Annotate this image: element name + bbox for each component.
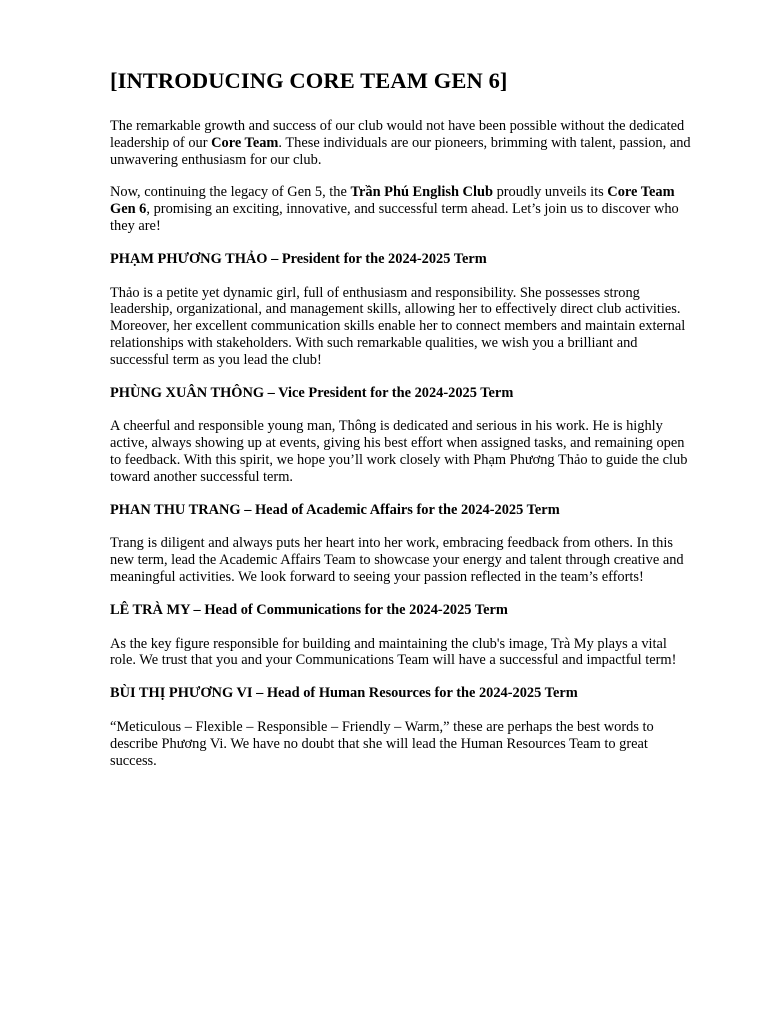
intro-p1-text-before: The remarkable growth and success of our club would not have been possible without the dedicated leadership of our <box>110 118 685 151</box>
member-heading-president: PHẠM PHƯƠNG THẢO – President for the 2024-2025 Term <box>110 250 487 267</box>
document-title: [INTRODUCING CORE TEAM GEN 6] <box>110 68 508 93</box>
intro-p2-club-name: Trần Phú English Club <box>350 184 493 201</box>
member-description-communications: As the key figure responsible for building and maintaining the club's image, Trà My plays a vital role. We trust that you and your Communications Team will have a successful and impactful term! <box>110 635 677 669</box>
intro-paragraph-2 <box>110 184 692 234</box>
intro-p1-text-after: . These individuals are our pioneers, brimming with talent, passion, and unwavering enthusiasm for our club. <box>110 134 691 168</box>
member-description-academic-affairs: Trang is diligent and always puts her heart into her work, embracing feedback from others. In this new term, lead the Academic Affairs Team to showcase your energy and talent through creative and meaningful activities. We look forward to seeing your passion reflected in the team’s efforts! <box>110 535 684 585</box>
member-description-president: Thảo is a petite yet dynamic girl, full of enthusiasm and responsibility. She possesses strong leadership, organizational, and management skills, allowing her to effectively direct club activities. Moreover, her excellent communication skills enable her to connect members and maintain external relationships with stakeholders. With such remarkable qualities, we wish you a brilliant and successful term as you lead the club! <box>110 284 686 368</box>
intro-paragraph-1 <box>110 118 692 168</box>
member-description-vice-president: A cheerful and responsible young man, Thông is dedicated and serious in his work. He is highly active, always showing up at events, giving his best effort when assigned tasks, and remaining open to feedback. With this spirit, we hope you’ll work closely with Phạm Phương Thảo to guide the club toward another successful term. <box>110 418 688 485</box>
member-heading-human-resources: BÙI THỊ PHƯƠNG VI – Head of Human Resources for the 2024-2025 Term <box>110 685 578 702</box>
intro-p2-team-name: Core Team Gen 6 <box>110 184 675 218</box>
member-heading-vice-president: PHÙNG XUÂN THÔNG – Vice President for the 2024-2025 Term <box>110 384 514 401</box>
intro-p2-text-b: proudly unveils its <box>492 184 608 201</box>
intro-p2-text-a: Now, continuing the legacy of Gen 5, the <box>110 184 351 201</box>
intro-p1-bold: Core Team <box>211 134 279 151</box>
intro-p2-text-c: , promising an exciting, innovative, and successful term ahead. Let’s join us to discover who they are! <box>110 201 679 234</box>
member-heading-communications: LÊ TRÀ MY – Head of Communications for the 2024-2025 Term <box>110 601 508 618</box>
document-page <box>110 66 692 785</box>
member-description-human-resources: “Meticulous – Flexible – Responsible – Friendly – Warm,” these are perhaps the best words to describe Phương Vi. We have no doubt that she will lead the Human Resources Team to great success. <box>110 718 654 769</box>
member-heading-academic-affairs: PHAN THU TRANG – Head of Academic Affairs for the 2024-2025 Term <box>110 501 560 518</box>
